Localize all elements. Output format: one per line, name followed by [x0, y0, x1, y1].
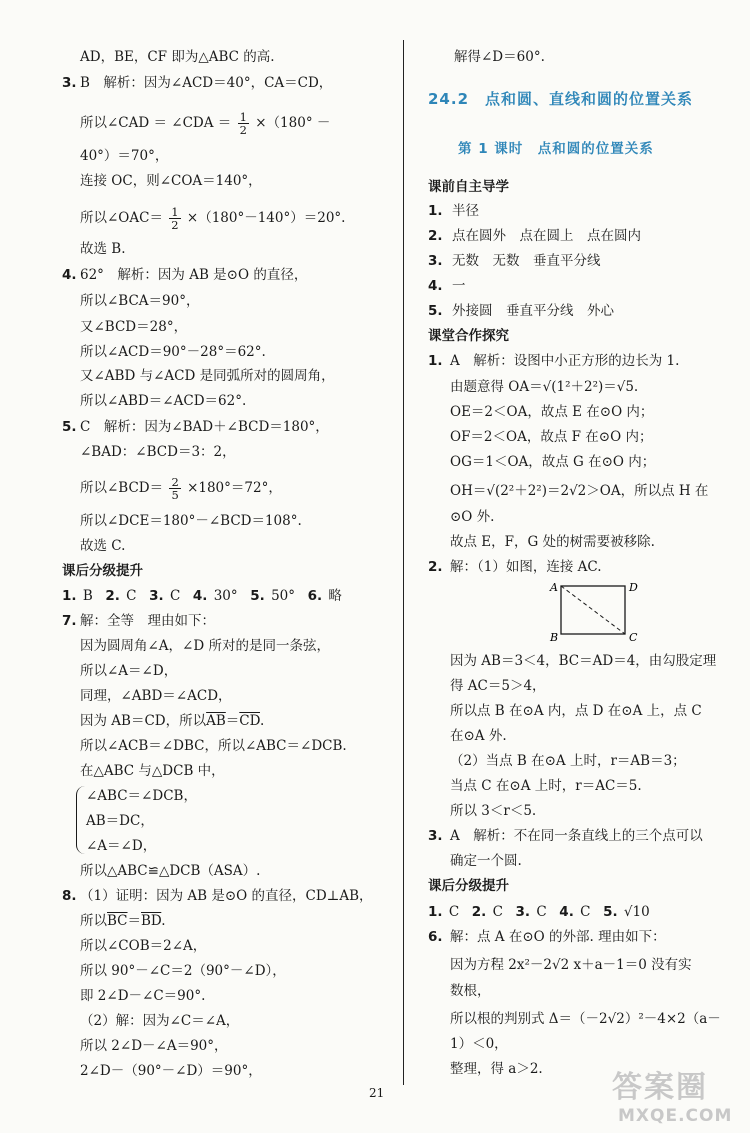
watermark-logo: 答案圈 MXQE.COM	[612, 1070, 733, 1126]
text-line: 无数 无数 垂直平分线	[452, 253, 601, 269]
answers-row: 1. C 2. C 3. C 4. C 5. √10	[428, 904, 650, 920]
text-line: OH＝√(2²＋2²)＝2√2＞OA，所以点 H 在	[450, 483, 709, 499]
text-line: 故选 B.	[80, 241, 126, 257]
label-c: C	[629, 631, 638, 644]
text-line: ∠ABC＝∠DCB，	[86, 788, 197, 804]
text-line: 即 2∠D－∠C＝90°.	[80, 988, 206, 1004]
text-line: 解得∠D＝60°.	[454, 49, 545, 65]
text-line: OG＝1＜OA，故点 G 在⊙O 内；	[450, 454, 656, 470]
item-number: 3.	[62, 75, 77, 91]
text-line: 所以∠OAC＝ $\frac{1}{2}$ ×（180°－140°）＝20°.	[80, 205, 346, 232]
item-number: 4.	[428, 278, 443, 294]
text-line: 由题意得 OA＝√(1²＋2²)＝√5.	[450, 379, 639, 395]
text-line: 1）＜0，	[450, 1036, 508, 1052]
item-number: 2.	[428, 559, 443, 575]
page-number: 21	[369, 1086, 385, 1100]
column-divider	[403, 40, 404, 1085]
text-line: 一	[452, 278, 466, 294]
text-line: 所以点 B 在⊙A 内，点 D 在⊙A 上，点 C	[450, 703, 702, 719]
text-line: B 解析：因为∠ACD＝40°，CA＝CD，	[80, 75, 333, 91]
rectangle-abcd	[561, 586, 625, 634]
item-number: 6.	[428, 929, 443, 945]
text-line: ⊙O 外.	[450, 509, 495, 525]
text-line: 当点 C 在⊙A 上时，r＝AC＝5.	[450, 778, 642, 794]
lesson-title: 第 1 课时 点和圆的位置关系	[458, 141, 654, 157]
text-line: 40°）＝70°，	[80, 148, 169, 164]
text-line: 又∠ABD 与∠ACD 是同弧所对的圆周角，	[80, 368, 335, 384]
text-line: 故点 E，F，G 处的树需要被移除.	[450, 534, 655, 550]
section-heading: 课后分级提升	[62, 563, 143, 579]
system-brace	[76, 786, 85, 854]
section-heading: 课前自主导学	[428, 179, 509, 195]
text-line: 同理，∠ABD＝∠ACD，	[80, 688, 232, 704]
item-number: 8.	[62, 888, 77, 904]
text-line: 因为圆周角∠A，∠D 所对的是同一条弦，	[80, 638, 330, 654]
fraction: $\frac{1}{2}$	[239, 110, 247, 137]
rectangle-figure	[545, 578, 645, 644]
text-line: C 解析：因为∠BAD＋∠BCD＝180°，	[80, 419, 329, 435]
text-line: 所以∠BCA＝90°，	[80, 293, 200, 309]
item-number: 5.	[62, 419, 77, 435]
label-d: D	[629, 581, 638, 594]
text-line: 所以 2∠D－∠A＝90°，	[80, 1038, 228, 1054]
text-line: 在⊙A 外.	[450, 728, 507, 744]
answers-row: 1. B 2. C 3. C 4. 30° 5. 50° 6. 略	[62, 588, 342, 604]
text-line: 所以根的判别式 Δ＝（－2√2）²－4×2（a－	[450, 1011, 721, 1027]
text-line: 又∠BCD＝28°，	[80, 319, 188, 335]
text-line: 62° 解析：因为 AB 是⊙O 的直径，	[80, 267, 308, 283]
text-line: AB＝DC，	[86, 813, 154, 829]
text-line: A 解析：不在同一条直线上的三个点可以	[450, 828, 703, 844]
text-line: 点在圆外 点在圆上 点在圆内	[452, 228, 641, 244]
text-line: 所以△ABC≌△DCB（ASA）.	[80, 863, 261, 879]
label-a: A	[550, 581, 558, 594]
diagonal-ac	[561, 586, 625, 634]
text-line: 所以∠COB＝2∠A，	[80, 938, 207, 954]
text-line: OE＝2＜OA，故点 E 在⊙O 内；	[450, 404, 654, 420]
section-title: 24.2 点和圆、直线和圆的位置关系	[428, 90, 694, 108]
fraction: $\frac{2}{5}$	[171, 475, 179, 502]
text-line: 所以∠ACD＝90°－28°＝62°.	[80, 344, 266, 360]
text-line: （2）解：因为∠C＝∠A，	[80, 1013, 240, 1029]
label-b: B	[550, 631, 559, 644]
text-line: AD，BE，CF 即为△ABC 的高.	[80, 49, 275, 65]
text-line: 得 AC＝5＞4，	[450, 678, 546, 694]
item-number: 1.	[428, 353, 443, 369]
text-line: ∠A＝∠D，	[86, 838, 157, 854]
text-line: （2）当点 B 在⊙A 上时，r＝AB＝3；	[450, 753, 686, 769]
section-heading: 课堂合作探究	[428, 328, 509, 344]
text-line: 2∠D－（90°－∠D）＝90°，	[80, 1063, 262, 1079]
text-line: 外接圆 垂直平分线 外心	[452, 303, 614, 319]
text-line: A 解析：设图中小正方形的边长为 1.	[450, 353, 680, 369]
text-line: OF＝2＜OA，故点 F 在⊙O 内；	[450, 429, 653, 445]
item-number: 3.	[428, 828, 443, 844]
text-line: 所以∠ABD＝∠ACD＝62°.	[80, 393, 247, 409]
text-line: 所以∠ACB＝∠DBC，所以∠ABC＝∠DCB.	[80, 738, 347, 754]
text-line: 在△ABC 与△DCB 中，	[80, 763, 225, 779]
text-line: 故选 C.	[80, 538, 126, 554]
item-number: 1.	[428, 203, 443, 219]
section-heading: 课后分级提升	[428, 878, 509, 894]
text-line: 数根，	[450, 983, 491, 999]
text-line: 所以∠DCE＝180°－∠BCD＝108°.	[80, 513, 302, 529]
text-line: 所以∠A＝∠D，	[80, 663, 178, 679]
item-number: 4.	[62, 267, 77, 283]
item-number: 5.	[428, 303, 443, 319]
text-line: 所以 3＜r＜5.	[450, 803, 537, 819]
text-line: 因为方程 2x²－2√2 x＋a－1＝0 没有实	[450, 957, 692, 973]
item-number: 2.	[428, 228, 443, 244]
text-line: 确定一个圆.	[450, 853, 522, 869]
item-number: 3.	[428, 253, 443, 269]
text-line: 所以 90°－∠C＝2（90°－∠D），	[80, 963, 286, 979]
text-line: 所以∠BCD＝ $\frac{2}{5}$ ×180°＝72°，	[80, 475, 282, 502]
text-line: 因为 AB＝CD，所以$\overline{AB}=\overline{CD}$.	[80, 713, 265, 729]
text-line: ∠BAD：∠BCD＝3：2，	[80, 444, 236, 460]
text-line: 因为 AB＝3＜4，BC＝AD＝4，由勾股定理	[450, 653, 717, 669]
text-line: 解：全等 理由如下：	[80, 613, 215, 629]
text-line: 连接 OC，则∠COA＝140°，	[80, 173, 262, 189]
text-line: （1）证明：因为 AB 是⊙O 的直径，CD⊥AB，	[80, 888, 373, 904]
fraction: $\frac{1}{2}$	[171, 205, 179, 232]
item-number: 7.	[62, 613, 77, 629]
text-line: 解：点 A 在⊙O 的外部. 理由如下：	[450, 929, 666, 945]
text-line: 半径	[452, 203, 479, 219]
text-line: 所以$\overline{BC}=\overline{BD}$.	[80, 913, 166, 929]
text-line: 所以∠CAD ＝ ∠CDA ＝ $\frac{1}{2}$ ×（180° －	[80, 110, 331, 137]
text-line: 解：（1）如图，连接 AC.	[450, 559, 602, 575]
text-line: 整理，得 a＞2.	[450, 1061, 543, 1077]
